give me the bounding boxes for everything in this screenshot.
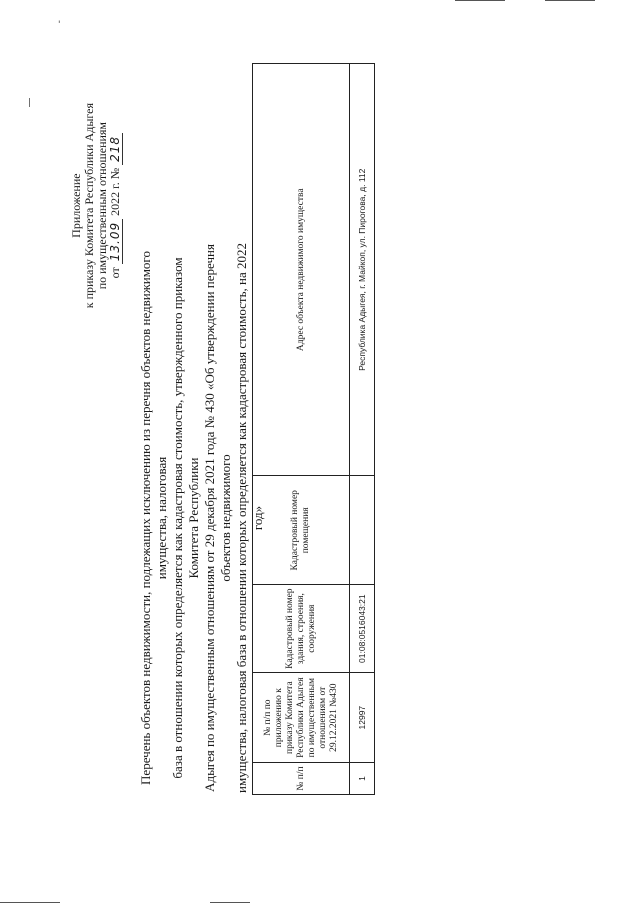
title-line: имущества, налоговая база в отношении которых определяется как кадастровая стоимость, на 2022 год» [234, 242, 265, 793]
header-building-cadastral: Кадастровый номер здания, строения, сооружения [253, 584, 350, 672]
cell-room-cadastral [350, 475, 375, 584]
appendix-title: Приложение [69, 172, 83, 238]
title-line: Перечень объектов недвижимости, подлежащих исключению из перечня объектов недвижимого имущества, налоговая [138, 250, 169, 785]
cell-building-cadastral: 01:08:0516043:21 [350, 584, 375, 672]
cell-row-number: 1 [350, 762, 375, 794]
appendix-header [70, 103, 122, 308]
header-room-cadastral: Кадастровый номер помещения [253, 475, 350, 584]
header-row-number: № п/п [253, 762, 350, 794]
appendix-order-ref: к приказу Комитета Республики Адыгея [82, 102, 96, 308]
appendix-committee: по имущественным отношениям [95, 121, 109, 289]
scan-artifact-line [210, 902, 250, 903]
header-appendix-number: № п/п по приложению к приказу Комитета Республики Адыгея по имущественным отношениям от 29.12.2021 №430 [253, 672, 350, 762]
scan-artifact-line [455, 0, 505, 1]
objects-table [252, 63, 375, 795]
date-prefix: от [108, 266, 122, 278]
scan-artifact-mark: ' [58, 20, 61, 30]
handwritten-number: 218 [108, 132, 123, 164]
title-line: база в отношении которых определяется как кадастровая стоимость, утвержденного приказом Комитета Республики [170, 256, 201, 779]
cell-appendix-number: 12997 [350, 672, 375, 762]
handwritten-date: 13.09 [108, 218, 123, 263]
table-row [350, 63, 375, 794]
document-title [138, 233, 266, 803]
title-line: Адыгея по имущественным отношениям от 29 декабря 2021 года № 430 «Об утверждении перечня объектов недвижимого [202, 243, 233, 792]
header-address: Адрес объекта недвижимого имущества [253, 63, 350, 475]
scan-artifact-line [0, 902, 60, 903]
table-header-row [253, 63, 350, 794]
scan-artifact-line [545, 0, 595, 1]
cell-address: Республика Адыгея, г. Майкоп, ул. Пирогова, д. 112 [350, 63, 375, 475]
scan-artifact-mark: | [28, 98, 32, 108]
appendix-date-line [109, 103, 122, 308]
rotated-document-sheet [40, 63, 600, 843]
date-year: 2022 г. № [108, 167, 122, 216]
